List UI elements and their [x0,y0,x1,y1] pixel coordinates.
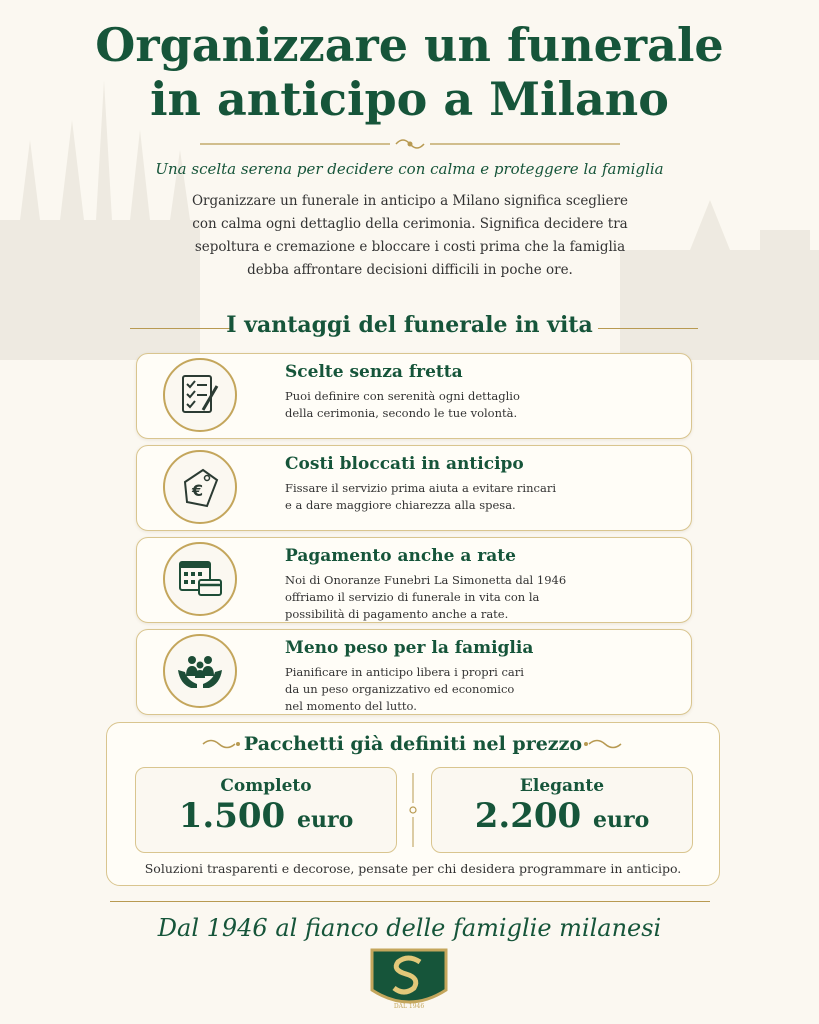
benefit-title: Meno peso per la famiglia [285,638,534,658]
benefit-card-pagamento [136,537,692,623]
benefits-section-title: I vantaggi del funerale in vita [226,312,593,338]
benefit-text: Pianificare in anticipo libera i propri cari da un peso organizzativo ed economico nel momento del lutto. [285,665,524,713]
packages-divider [407,773,419,847]
benefit-title: Costi bloccati in anticipo [285,454,524,474]
title-ornament [200,136,620,152]
package-name: Elegante [519,776,605,796]
footer-divider [110,901,710,902]
package-completo [135,767,397,853]
subtitle: Una scelta serena per decidere con calma e proteggere la famiglia [155,160,664,178]
package-unit: euro [297,807,354,833]
packages-note: Soluzioni trasparenti e decorose, pensate per chi desidera programmare in anticipo. [144,861,682,876]
page-title [0,18,819,126]
benefit-title: Scelte senza fretta [285,362,463,382]
title-line-2: in anticipo a Milano [150,72,669,126]
package-amount: 1.500 [178,796,286,836]
logo-year: DAL 1946 [393,1003,425,1010]
package-price [136,796,396,836]
package-name: Completo [220,776,312,796]
benefit-text: Noi di Onoranze Funebri La Simonetta dal 1946 offriamo il servizio di funerale in vita con la possibilità di pagamento anche a rate. [285,573,567,621]
package-amount: 2.200 [474,796,582,836]
svg-text:€: € [192,481,204,500]
package-elegante [431,767,693,853]
benefit-text: Puoi definire con serenità ogni dettaglio della cerimonia, secondo le tue volontà. [285,389,520,420]
calendar-card-icon [163,542,237,616]
family-hands-icon [163,634,237,708]
benefit-card-scelte [136,353,692,439]
package-price [432,796,692,836]
benefit-card-famiglia [136,629,692,715]
packages-panel [106,722,720,886]
footer-tagline: Dal 1946 al fianco delle famiglie milanesi [157,914,662,942]
benefit-text: Fissare il servizio prima aiuta a evitare rincari e a dare maggiore chiarezza alla spesa. [285,481,556,512]
checklist-icon [163,358,237,432]
title-line-1: Organizzare un funerale [95,18,724,72]
intro-paragraph: Organizzare un funerale in anticipo a Milano significa scegliere con calma ogni dettaglio della cerimonia. Significa decidere tra sepoltura e cremazione e bloccare i costi prima che la famiglia debba affrontare decisioni difficili in poche ore. [191,193,629,278]
benefit-title: Pagamento anche a rate [285,546,516,566]
packages-title: Pacchetti già definiti nel prezzo [243,733,583,755]
benefit-card-costi [136,445,692,531]
euro-tag-icon [163,450,237,524]
package-unit: euro [593,807,650,833]
